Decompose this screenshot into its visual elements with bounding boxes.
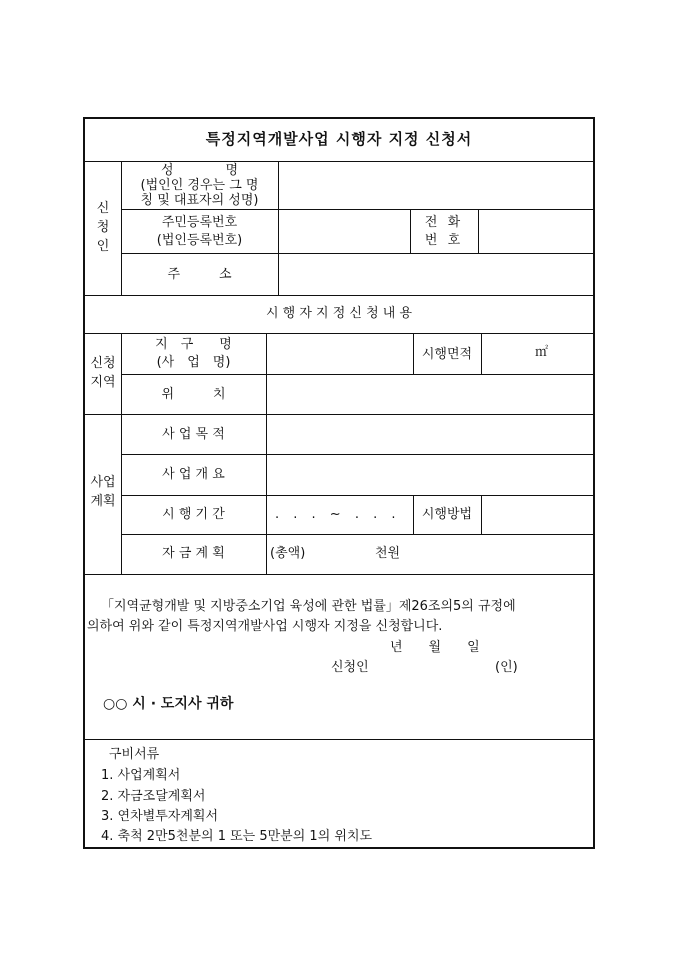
divider: [121, 253, 593, 254]
document-item: 2. 자금조달계획서: [101, 789, 206, 804]
corporate-id-label: (법인등록번호): [156, 233, 243, 248]
divider: [121, 495, 593, 496]
overview-field[interactable]: [269, 457, 591, 493]
statement-line-1: 「지역균형개발 및 지방중소기업 육성에 관한 법률」제26조의5의 규정에: [101, 599, 516, 614]
location-field[interactable]: [269, 377, 591, 412]
document-item: 1. 사업계획서: [101, 768, 181, 783]
applicant-section-label-3: 인: [96, 239, 110, 254]
id-number-label: 주민등록번호: [161, 215, 238, 230]
form-title: 특정지역개발사업 시행자 지정 신청서: [205, 130, 473, 148]
divider: [85, 739, 593, 740]
divider: [121, 534, 593, 535]
purpose-field[interactable]: [269, 417, 591, 452]
area-field[interactable]: [484, 336, 529, 372]
applicant-line: 신청인: [331, 660, 369, 675]
name-label-sub2: 칭 및 대표자의 성명): [140, 193, 259, 208]
name-field[interactable]: [281, 165, 591, 207]
location-label: 위 치: [161, 387, 226, 402]
name-label-sub1: (법인인 경우는 그 명: [140, 178, 259, 193]
divider: [85, 295, 593, 296]
applicant-section-label-1: 신: [96, 201, 110, 216]
phone-field[interactable]: [481, 212, 591, 250]
fund-unit: 천원: [375, 546, 401, 561]
district-field[interactable]: [269, 336, 410, 372]
documents-heading: 구비서류: [109, 747, 160, 762]
divider: [266, 333, 267, 574]
document-item: 3. 연차별투자계획서: [101, 809, 218, 824]
recipient: ○○ 시 · 도지사 귀하: [103, 696, 234, 712]
period-value[interactable]: . . . ~ . . .: [275, 507, 401, 522]
fund-total-label: (총액): [270, 546, 306, 561]
business-section-label-1: 사업: [90, 475, 116, 490]
overview-label: 사 업 개 요: [162, 467, 225, 482]
address-label: 주 소: [167, 267, 232, 282]
id-number-field[interactable]: [281, 212, 407, 250]
region-section-label-1: 신청: [90, 356, 116, 371]
statement-line-2: 의하여 위와 같이 특정지역개발사업 시행자 지정을 신청합니다.: [87, 619, 443, 634]
divider: [481, 495, 482, 534]
method-field[interactable]: [484, 498, 591, 532]
divider: [121, 374, 593, 375]
divider: [85, 333, 593, 334]
divider: [481, 333, 482, 374]
fund-label: 자 금 계 획: [162, 546, 225, 561]
name-label: 성 명: [160, 163, 239, 178]
business-section-label-2: 계획: [90, 494, 116, 509]
region-section-label-2: 지역: [90, 375, 116, 390]
application-form: [83, 117, 595, 849]
purpose-label: 사 업 목 적: [162, 427, 225, 442]
divider: [85, 574, 593, 575]
area-unit: ㎡: [535, 345, 549, 360]
phone-label-1: 전 화: [424, 215, 464, 230]
divider: [85, 161, 593, 162]
divider: [121, 454, 593, 455]
business-name-label: (사 업 명): [156, 355, 231, 370]
applicant-section-label-2: 청: [96, 220, 110, 235]
date-line: 년 월 일: [390, 640, 480, 655]
phone-label-2: 번 호: [424, 233, 464, 248]
divider: [278, 161, 279, 295]
divider: [121, 209, 593, 210]
district-label: 지 구 명: [155, 337, 232, 352]
divider: [478, 209, 479, 253]
seal-mark: (인): [495, 660, 518, 675]
content-heading: 시 행 자 지 정 신 청 내 용: [265, 306, 413, 321]
period-label: 시 행 기 간: [162, 507, 225, 522]
area-label: 시행면적: [421, 347, 473, 362]
document-item: 4. 축척 2만5천분의 1 또는 5만분의 1의 위치도: [101, 829, 373, 844]
divider: [85, 414, 593, 415]
address-field[interactable]: [281, 256, 591, 292]
method-label: 시행방법: [421, 507, 473, 522]
